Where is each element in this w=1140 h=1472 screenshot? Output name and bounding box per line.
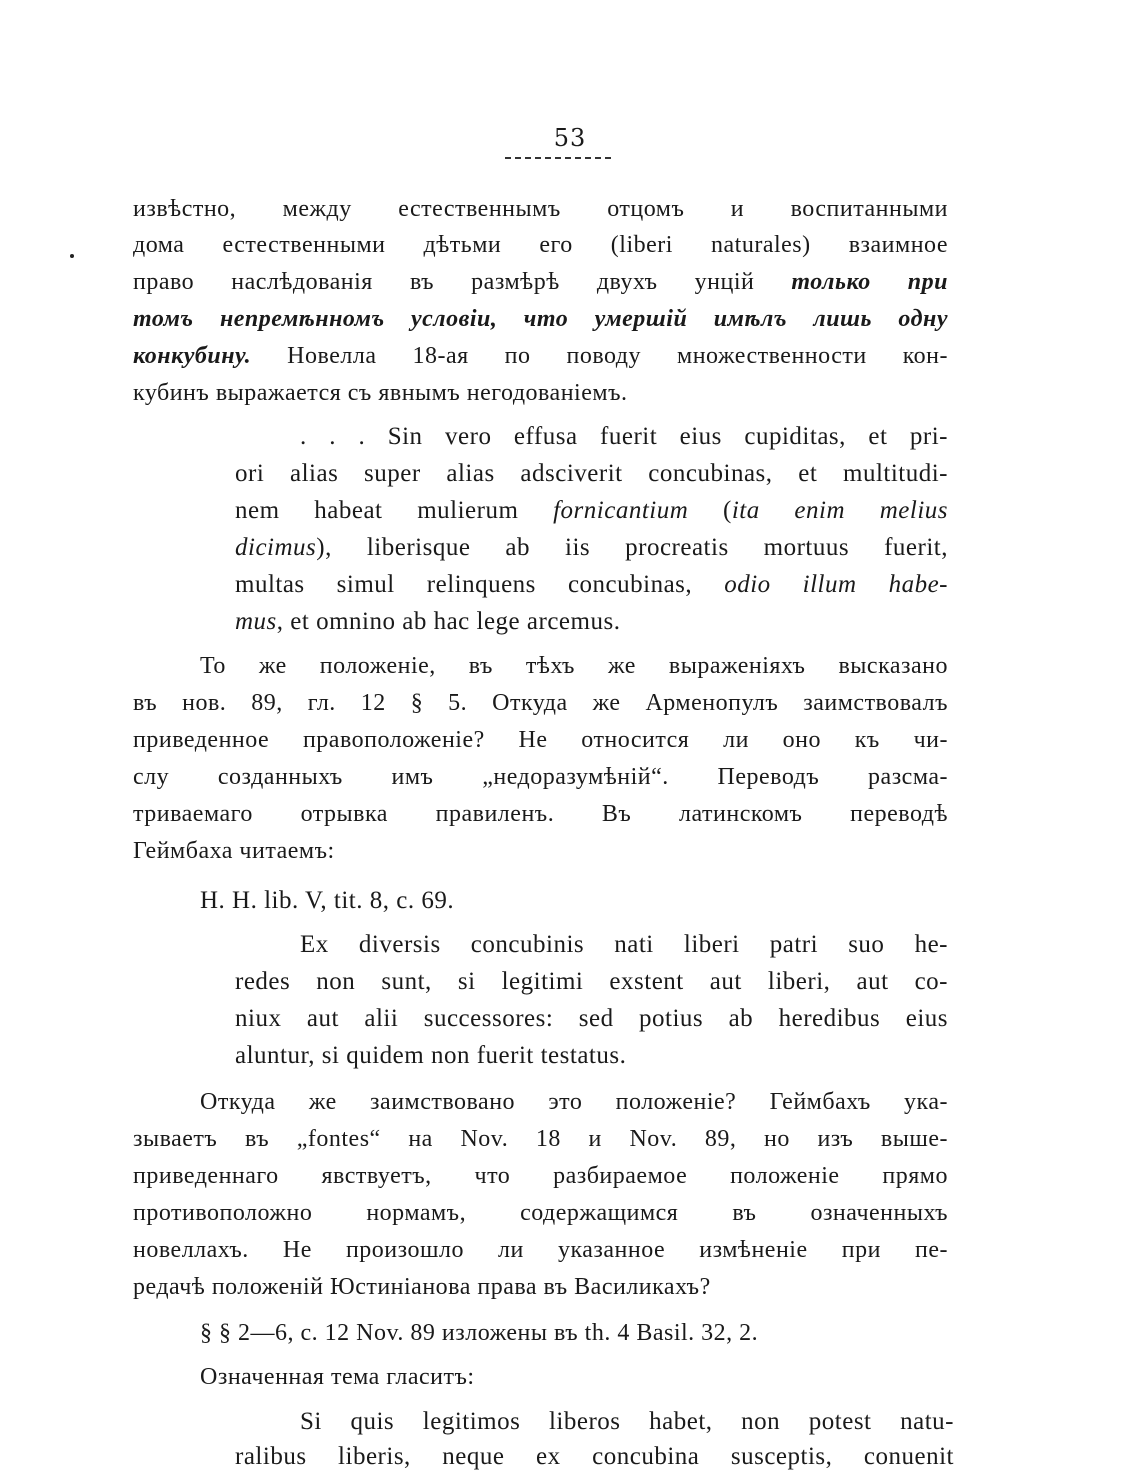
page-number: 53: [553, 124, 587, 152]
quote1-emphasis: ita enim melius: [731, 497, 949, 524]
quote1-text: ), liberisque ab iis procreatis mortuus fuerit,: [316, 534, 948, 561]
para2-line: слу созданныхъ имъ „недоразумѣній“. Переводъ разсма-: [133, 764, 948, 790]
quote1-line: . . . Sin vero effusa fuerit eius cupiditas, et pri-: [300, 423, 948, 450]
quote1-line: [235, 496, 948, 526]
para3-line: редачѣ положеній Юстиніанова права въ Василикахъ?: [133, 1274, 711, 1300]
para3-line: Откуда же заимствовано это положеніе? Геймбахъ ука-: [200, 1089, 948, 1115]
quote2-line: Ex diversis concubinis nati liberi patri suo he-: [300, 931, 948, 958]
quote1-emphasis: odio illum habe-: [724, 571, 948, 598]
para2-line: въ нов. 89, гл. 12 § 5. Откуда же Арменопулъ заимствовалъ: [133, 690, 948, 716]
quote1-text: (: [688, 497, 732, 524]
quote3-line: Si quis legitimos liberos habet, non potest natu-: [300, 1408, 954, 1435]
para1-line: [133, 267, 948, 297]
para2-line: Геймбаха читаемъ:: [133, 838, 335, 864]
para2-line: То же положеніе, въ тѣхъ же выраженіяхъ высказано: [200, 653, 948, 679]
quote2-line: redes non sunt, si legitimi exstent aut liberi, aut co-: [235, 968, 948, 995]
para1-line: кубинъ выражается съ явнымъ негодованіемъ.: [133, 380, 628, 406]
para1-text: право наслѣдованія въ размѣрѣ двухъ унцій: [133, 269, 792, 295]
para3-line: зываетъ въ „fontes“ на Nov. 18 и Nov. 89, но изъ выше-: [133, 1126, 948, 1152]
para3-line: новеллахъ. Не произошло ли указанное измѣненіе при пе-: [133, 1237, 948, 1263]
para3-line: противоположно нормамъ, содержащимся въ означенныхъ: [133, 1200, 948, 1226]
quote1-emphasis: fornicantium: [553, 497, 689, 524]
para1-emphasis: только при: [791, 269, 948, 295]
para1-text: Новелла 18-ая по поводу множественности кон-: [251, 343, 948, 369]
quote2-line: aluntur, si quidem non fuerit testatus.: [235, 1042, 627, 1069]
theme-intro: Означенная тема гласитъ:: [200, 1364, 475, 1390]
para1-emphasis-line: томъ непремѣнномъ условіи, что умершій имѣлъ лишь одну: [133, 306, 948, 332]
para1-line: дома естественными дѣтьми его (liberi naturales) взаимное: [133, 232, 948, 258]
para3-line: приведеннаго явствуетъ, что разбираемое положеніе прямо: [133, 1163, 948, 1189]
source-reference: H. H. lib. V, tit. 8, c. 69.: [200, 887, 455, 914]
para1-line: извѣстно, между естественнымъ отцомъ и воспитанными: [133, 196, 948, 222]
para2-line: приведенное правоположеніе? Не относится ли оно къ чи-: [133, 727, 948, 753]
quote1-text: multas simul relinquens concubinas,: [235, 571, 725, 598]
para2-line: триваемаго отрывка правиленъ. Въ латинскомъ переводѣ: [133, 801, 948, 827]
quote1-line: [235, 533, 948, 563]
para1-line: [133, 341, 948, 371]
para1-emphasis: конкубину.: [133, 343, 252, 369]
quote3-line: ralibus liberis, neque ex concubina susceptis, conuenit: [235, 1443, 954, 1470]
quote1-line: ori alias super alias adsciverit concubinas, et multitudi-: [235, 460, 948, 487]
quote1-text: nem habeat mulierum: [235, 497, 554, 524]
page-number-rule: [505, 157, 611, 159]
quote1-emphasis: mus: [235, 608, 277, 635]
quote1-text: , et omnino ab hac lege arcemus.: [276, 608, 621, 635]
quote1-line: [235, 570, 948, 600]
ink-speck: [70, 254, 74, 258]
source-reference: § § 2—6, c. 12 Nov. 89 изложены въ th. 4 Basil. 32, 2.: [200, 1320, 759, 1346]
quote1-emphasis: dicimus: [235, 534, 317, 561]
quote2-line: niux aut alii successores: sed potius ab heredibus eius: [235, 1005, 948, 1032]
quote1-line: [235, 607, 620, 637]
